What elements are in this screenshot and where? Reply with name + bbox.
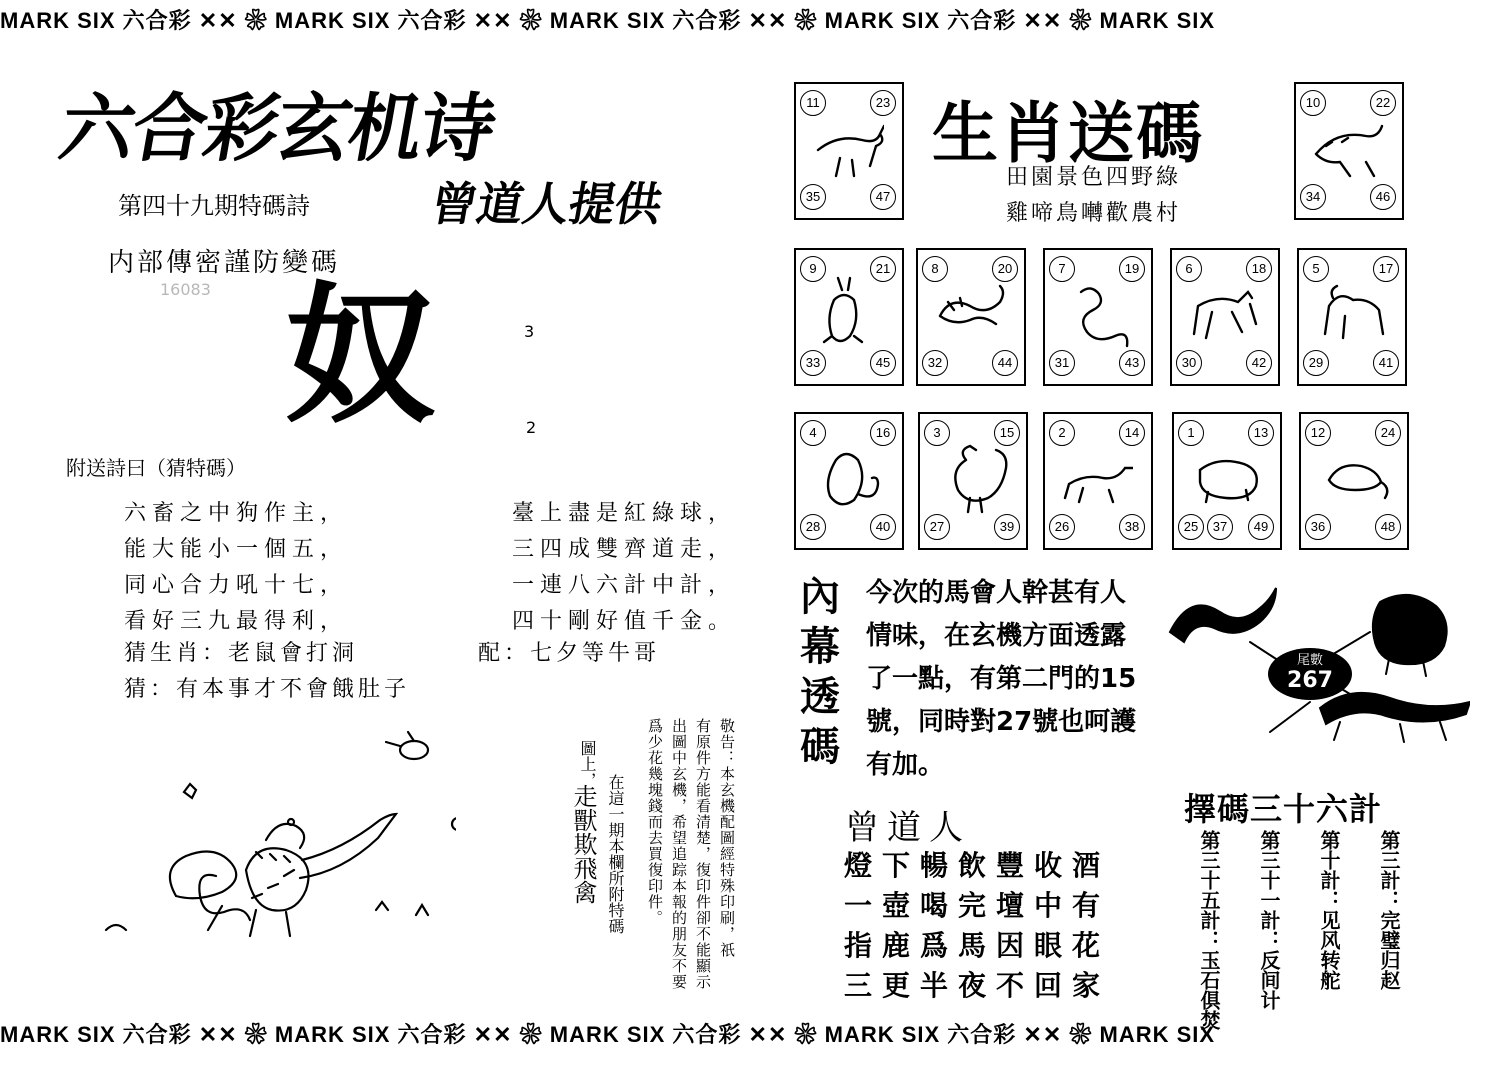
zodiac-number: 6 (1176, 256, 1202, 282)
zodiac-number: 4 (800, 420, 826, 446)
bottom-banner-text: MARK SIX 六合彩 ✕✕ ❀ MARK SIX 六合彩 ✕✕ ❀ MARK SIX 六合彩 ✕✕ ❀ MARK SIX 六合彩 ✕✕ ❀ MARK SIX (0, 1022, 1216, 1047)
provider-name: 曾道人提供 (426, 177, 667, 231)
issue-label: 第四十九期特碼詩 (118, 192, 310, 220)
zodiac-card-dog (1043, 412, 1153, 550)
zodiac-number: 42 (1246, 350, 1272, 376)
ox-icon (812, 110, 884, 186)
zodiac-number: 12 (1305, 420, 1331, 446)
caption-col: 在這一期本欄所附特碼 (606, 774, 625, 934)
zodiac-number: 27 (924, 514, 950, 540)
tiger-bird-illustration (96, 730, 456, 950)
zodiac-number: 45 (870, 350, 896, 376)
hint-character: 奴 (285, 270, 436, 444)
poem-right-line: 四十剛好值千金。 (512, 609, 737, 634)
zodiac-number: 19 (1119, 256, 1145, 282)
poem-heading: 附送詩曰（猜特碼） (66, 456, 246, 480)
zodiac-number: 15 (994, 420, 1020, 446)
notice-col: 有原件方能看清楚，復印件卻不能顯示 (694, 718, 712, 990)
poem-right-line: 臺上盡是紅綠球， (512, 501, 737, 526)
strategy-col: 第十計：见风转舵 (1317, 830, 1341, 990)
zodiac-card-snake (1043, 248, 1153, 386)
zodiac-subpoem-line: 田園景色四野綠 (1006, 165, 1182, 190)
zodiac-number: 35 (800, 184, 826, 210)
zodiac-number: 8 (922, 256, 948, 282)
zodiac-number: 14 (1119, 420, 1145, 446)
page-title: 六合彩玄机诗 (53, 86, 501, 172)
dog-icon (1061, 440, 1133, 516)
zodiac-number: 13 (1248, 420, 1274, 446)
zodiac-card-tiger (1294, 82, 1404, 220)
pig-icon (1190, 440, 1262, 516)
zodiac-number: 2 (1049, 420, 1075, 446)
author-poem-line: 三更半夜不回家 (844, 969, 1111, 1002)
monkey-icon (812, 440, 884, 516)
notice-col: 出圖中玄機，希望追踪本報的朋友不要 (670, 718, 688, 990)
dragon-icon (934, 276, 1006, 352)
zodiac-card-dragon (916, 248, 1026, 386)
zodiac-number: 44 (992, 350, 1018, 376)
zodiac-number: 47 (870, 184, 896, 210)
zodiac-number: 16 (870, 420, 896, 446)
zodiac-number: 29 (1303, 350, 1329, 376)
tail-value: 267 (1287, 668, 1333, 693)
zodiac-number: 41 (1373, 350, 1399, 376)
zodiac-number: 43 (1119, 350, 1145, 376)
top-banner-text: MARK SIX 六合彩 ✕✕ ❀ MARK SIX 六合彩 ✕✕ ❀ MARK SIX 六合彩 ✕✕ ❀ MARK SIX 六合彩 ✕✕ ❀ MARK SIX (0, 8, 1216, 33)
zodiac-number: 1 (1178, 420, 1204, 446)
guess-text: 猜：有本事才不會餓肚子 (124, 677, 411, 702)
zodiac-number: 39 (994, 514, 1020, 540)
author-poem-line: 燈下暢飲豐收酒 (844, 849, 1111, 882)
notice-col: 敬告：本玄機配圖經特殊印刷，祇 (718, 718, 736, 958)
zodiac-number: 46 (1370, 184, 1396, 210)
internal-notice: 内部傳密謹防變碼 (108, 248, 341, 278)
author-signature: 曾道人 (845, 808, 971, 848)
tail-number-badge (1268, 648, 1352, 700)
caption-col: 圖上， (578, 740, 597, 788)
zodiac-number: 18 (1246, 256, 1272, 282)
rabbit-icon (812, 276, 884, 352)
horse-icon (1188, 276, 1260, 352)
poem-left-line: 看好三九最得利， (124, 609, 349, 634)
zodiac-number: 10 (1300, 90, 1326, 116)
zodiac-card-goat (1297, 248, 1407, 386)
rooster-icon (936, 440, 1008, 516)
zodiac-card-rooster (918, 412, 1028, 550)
notice-col: 爲少花幾塊錢而去買復印件。 (646, 718, 664, 926)
zodiac-number: 31 (1049, 350, 1075, 376)
side-number-bottom: 2 (526, 418, 537, 437)
zodiac-number: 26 (1049, 514, 1075, 540)
bottom-banner (0, 1018, 1500, 1054)
inside-text: 今次的馬會人幹甚有人情味，在玄機方面透露了一點，有第二門的15號，同時對27號也呵護有加。 (866, 578, 1137, 780)
zodiac-number: 25 (1178, 514, 1204, 540)
zodiac-number: 49 (1248, 514, 1274, 540)
zodiac-title: 生肖送碼 (932, 95, 1204, 172)
zodiac-number: 40 (870, 514, 896, 540)
author-poem-line: 指鹿爲馬因眼花 (844, 929, 1111, 962)
inside-label: 內幕透碼 (800, 574, 840, 770)
zodiac-card-ox (794, 82, 904, 220)
zodiac-number: 17 (1373, 256, 1399, 282)
zodiac-number: 9 (800, 256, 826, 282)
zodiac-number: 20 (992, 256, 1018, 282)
zodiac-card-rat (1299, 412, 1409, 550)
zodiac-card-monkey (794, 412, 904, 550)
zodiac-number: 11 (800, 90, 826, 116)
tiger-icon (1312, 110, 1384, 186)
poem-left-line: 同心合力吼十七， (124, 573, 349, 598)
strategy-col: 第三十一計：反间计 (1257, 830, 1281, 1010)
zodiac-number: 3 (924, 420, 950, 446)
side-number-top: 3 (524, 322, 535, 341)
zodiac-number: 7 (1049, 256, 1075, 282)
zodiac-number: 48 (1375, 514, 1401, 540)
guess-zodiac: 猜生肖：老鼠會打洞 (124, 641, 359, 666)
match-text: 配：七夕等牛哥 (478, 641, 661, 666)
poem-left-line: 能大能小一個五， (124, 537, 349, 562)
strategy-col: 第三十五計：玉石俱焚 (1197, 830, 1221, 1030)
zodiac-number: 34 (1300, 184, 1326, 210)
faint-code: 16083 (160, 280, 211, 299)
snake-icon (1061, 276, 1133, 352)
zodiac-card-rabbit (794, 248, 904, 386)
zodiac-number: 21 (870, 256, 896, 282)
zodiac-number: 22 (1370, 90, 1396, 116)
zodiac-number: 24 (1375, 420, 1401, 446)
zodiac-number: 28 (800, 514, 826, 540)
poem-left-line: 六畜之中狗作主， (124, 501, 349, 526)
zodiac-number: 36 (1305, 514, 1331, 540)
zodiac-number: 38 (1119, 514, 1145, 540)
zodiac-number: 37 (1207, 514, 1233, 540)
zodiac-number: 32 (922, 350, 948, 376)
author-poem-line: 一壺喝完壇中有 (844, 889, 1111, 922)
zodiac-card-horse (1170, 248, 1280, 386)
zodiac-number: 33 (800, 350, 826, 376)
poem-right-line: 三四成雙齊道走， (512, 537, 737, 562)
poem-right-line: 一連八六計中計， (512, 573, 737, 598)
rat-icon (1317, 440, 1389, 516)
strategy-title: 擇碼三十六計 (1184, 790, 1383, 828)
zodiac-number: 30 (1176, 350, 1202, 376)
goat-icon (1315, 276, 1387, 352)
zodiac-subpoem-line: 雞啼鳥囀歡農村 (1006, 201, 1182, 226)
zodiac-number: 23 (870, 90, 896, 116)
zodiac-number: 5 (1303, 256, 1329, 282)
strategy-col: 第三計：完璧归赵 (1377, 830, 1401, 990)
top-banner (0, 4, 1500, 40)
zodiac-card-pig (1172, 412, 1282, 550)
caption-big: 走獸欺飛禽 (569, 784, 597, 904)
tail-label: 尾數 (1296, 653, 1323, 668)
